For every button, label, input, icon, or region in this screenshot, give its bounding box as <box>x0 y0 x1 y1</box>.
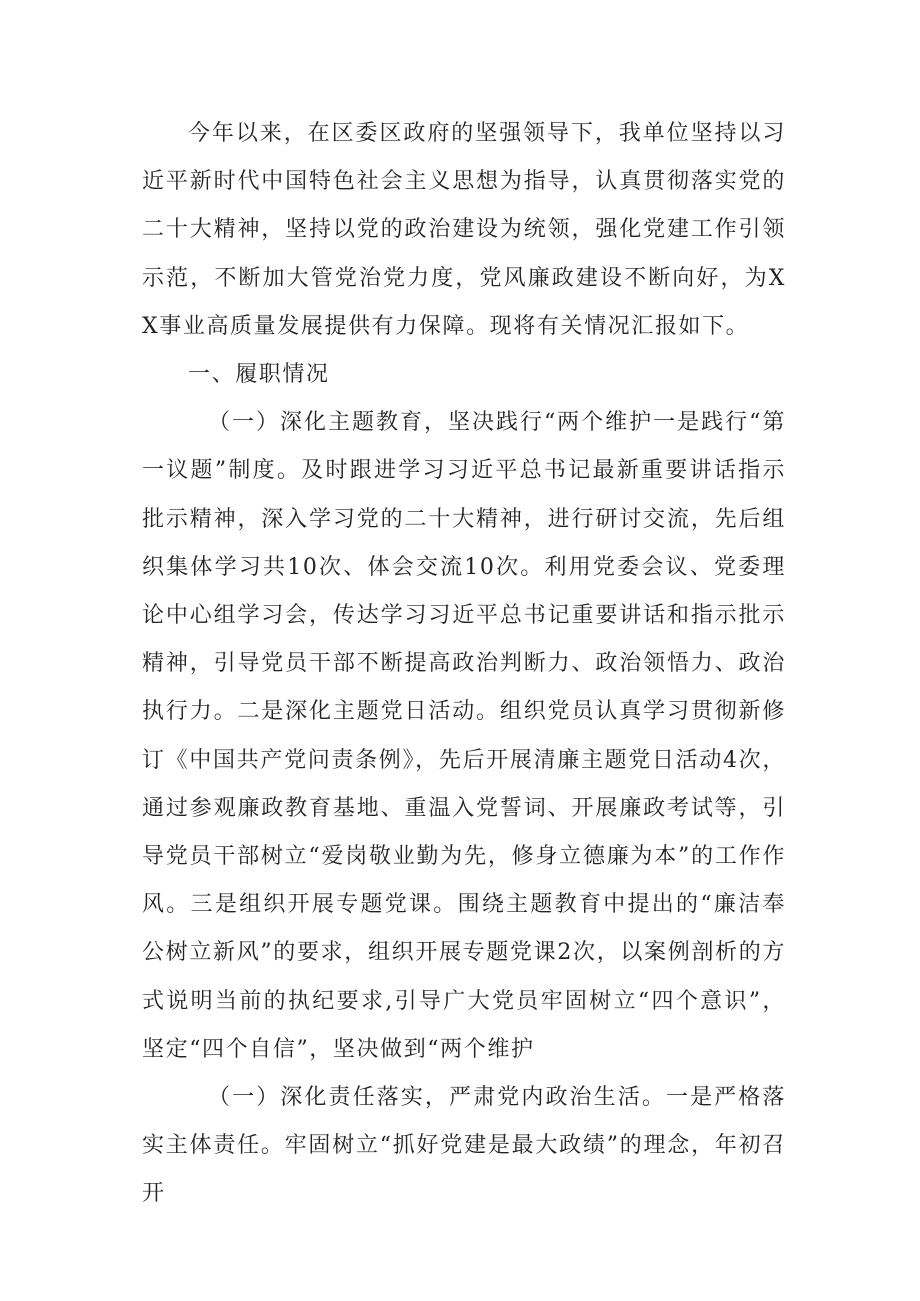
subsection-paragraph-1: （一）深化主题教育，坚决践行“两个维护一是践行“第一议题”制度。及时跟进学习习近平总书记最新重要讲话指示批示精神，深入学习党的二十大精神，进行研讨交流，先后组织集体学习共10次、体会交流10次。利用党委会议、党委理论中心组学习会，传达学习习近平总书记重要讲话和指示批示精神，引导党员干部不断提高政治判断力、政治领悟力、政治执行力。二是深化主题党日活动。组织党员认真学习贯彻新修订《中国共产党问责条例》，先后开展清廉主题党日活动4次，通过参观廉政教育基地、重温入党誓词、开展廉政考试等，引导党员干部树立“爱岗敬业勤为先，修身立德廉为本”的工作作风。三是组织开展专题党课。围绕主题教育中提出的“廉洁奉公树立新风”的要求，组织开展专题党课2次，以案例剖析的方式说明当前的执纪要求,引导广大党员牢固树立“四个意识”，坚定“四个自信”，坚决做到“两个维护 <box>142 410 786 1062</box>
section-heading: 一、履职情况 <box>188 362 330 388</box>
document-body <box>142 110 786 1219</box>
intro-paragraph: 今年以来，在区委区政府的坚强领导下，我单位坚持以习近平新时代中国特色社会主义思想为指导，认真贯彻落实党的二十大精神，坚持以党的政治建设为统领，强化党建工作引领示范，不断加大管党治党力度，党风廉政建设不断向好，为XX事业高质量发展提供有力保障。现将有关情况汇报如下。 <box>142 121 786 339</box>
subsection-paragraph-2: （一）深化责任落实，严肃党内政治生活。一是严格落实主体责任。牢固树立“抓好党建是最大政绩”的理念，年初召开 <box>142 1085 786 1207</box>
